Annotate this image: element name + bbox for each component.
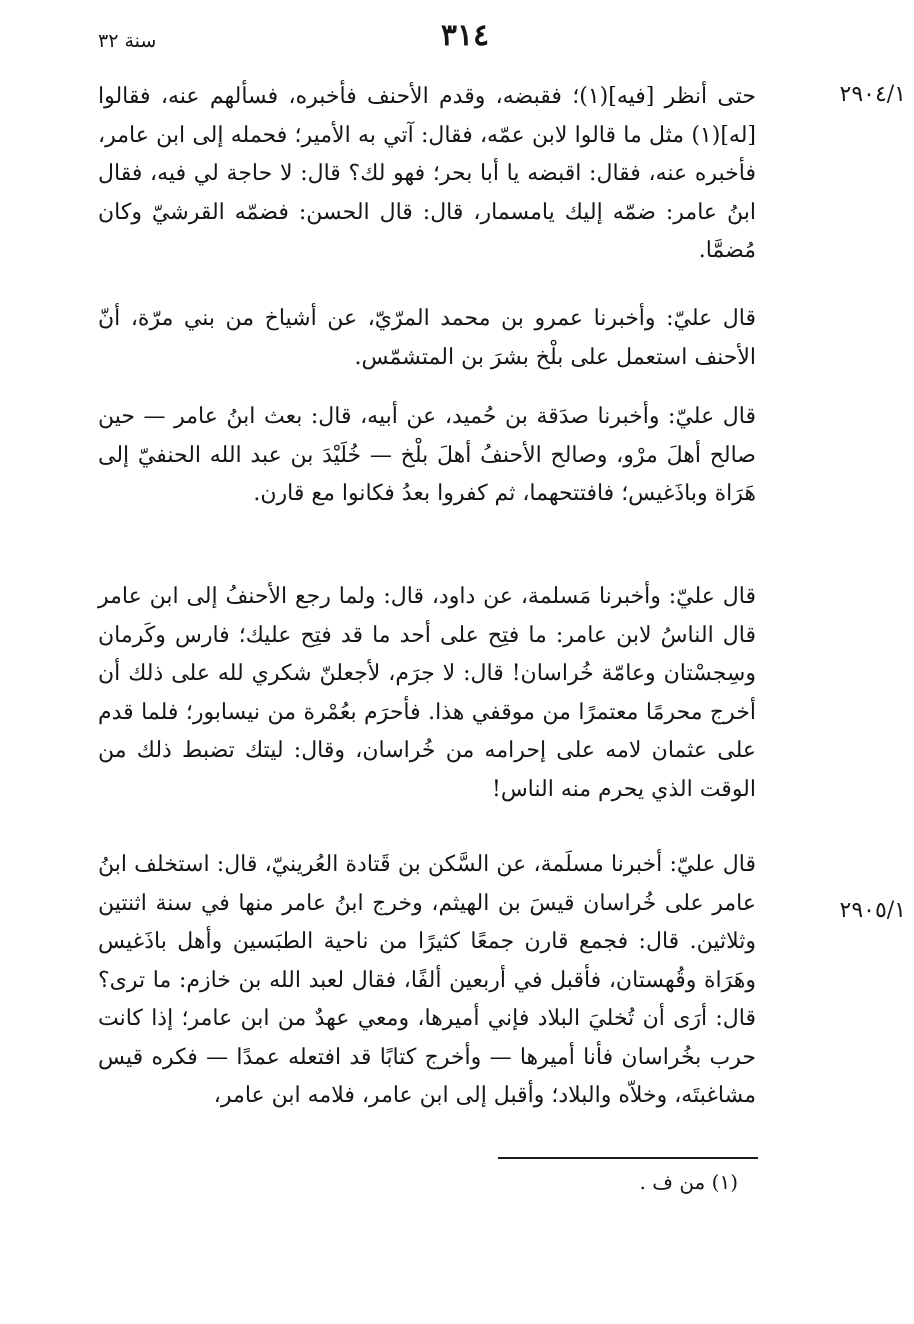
margin-reference: ٢٩٠٤/١ — [839, 82, 906, 107]
paragraph — [98, 578, 756, 809]
paragraph-text: قال عليّ: وأخبرنا مَسلمة، عن داود، قال: ولما رجع الأحنفُ إلى ابن عامر قال الناسُ لابن عامر: ما فتِح على أحد ما قد فتِح عليك؛ فارس وكَرمان وسِجسْتان وعامّة خُراسان! قال: لا جرَم، لأجعلنّ شكري لله على ذلك أن أخرج محرمًا معتمرًا من موقفي هذا. فأحرَم بعُمْرة من نيسابور؛ فلما قدم على عثمان لامه على إحرامه من خُراسان، وقال: ليتك تضبط ذلك من الوقت الذي يحرم منه الناس! — [98, 584, 756, 802]
footnote-divider — [498, 1157, 758, 1159]
paragraph — [98, 846, 756, 1116]
margin-reference: ٢٩٠٥/١ — [839, 898, 906, 923]
page-number: ٣١٤ — [440, 18, 490, 53]
paragraph-text: قال عليّ: وأخبرنا عمرو بن محمد المرّيّ، عن أشياخ من بني مرّة، أنّ الأحنف استعمل على بلْخ بشرَ بن المتشمّس. — [98, 306, 756, 370]
paragraph-text: قال عليّ: أخبرنا مسلَمة، عن السَّكن بن قَتادة العُرينيّ، قال: استخلف ابنُ عامر على خُراسان قيسَ بن الهيثم، وخرج ابنُ عامر منها في سنة اثنتين وثلاثين. قال: فجمع قارن جمعًا كثيرًا من ناحية الطبَسين وأهل باذَغيس وهَرَاة وقُهستان، فأقبل في أربعين ألفًا، فقال لعبد الله بن خازم: ما ترى؟ قال: أرَى أن تُخليَ البلاد فإني أميرها، ومعي عهدٌ من ابن عامر؛ إذا كانت حرب بخُراسان فأنا أميرها — وأخرج كتابًا قد افتعله عمدًا — فكره قيس مشاغبتَه، وخلاّه والبلاد؛ وأقبل إلى ابن عامر، فلامه ابن عامر، — [98, 852, 756, 1108]
footnote: (١) من ف . — [639, 1170, 738, 1194]
paragraph — [98, 300, 756, 377]
paragraph — [98, 398, 756, 514]
running-head: سنة ٣٢ — [98, 30, 157, 52]
paragraph-text: قال عليّ: وأخبرنا صدَقة بن حُميد، عن أبيه، قال: بعث ابنُ عامر — حين صالح أهلَ مرْو، وصالح الأحنفُ أهلَ بلْخ — خُلَيْدَ بن عبد الله الحنفيّ إلى هَرَاة وباذَغيس؛ فافتتحهما، ثم كفروا بعدُ فكانوا مع قارن. — [98, 404, 756, 506]
paragraph — [98, 78, 756, 271]
paragraph-text: حتى أنظر [فيه](١)؛ فقبضه، وقدم الأحنف فأخبره، فسألهم عنه، فقالوا [له](١) مثل ما قالوا لابن عمّه، فقال: آتي به الأمير؛ فحمله إلى ابن عامر، فأخبره عنه، فقال: اقبضه يا أبا بحر؛ فهو لك؟ قال: لا حاجة لي فيه، فقال ابنُ عامر: ضمّه إليك يامسمار، قال: قال الحسن: فضمّه القرشيّ وكان مُضمَّا. — [98, 84, 756, 263]
